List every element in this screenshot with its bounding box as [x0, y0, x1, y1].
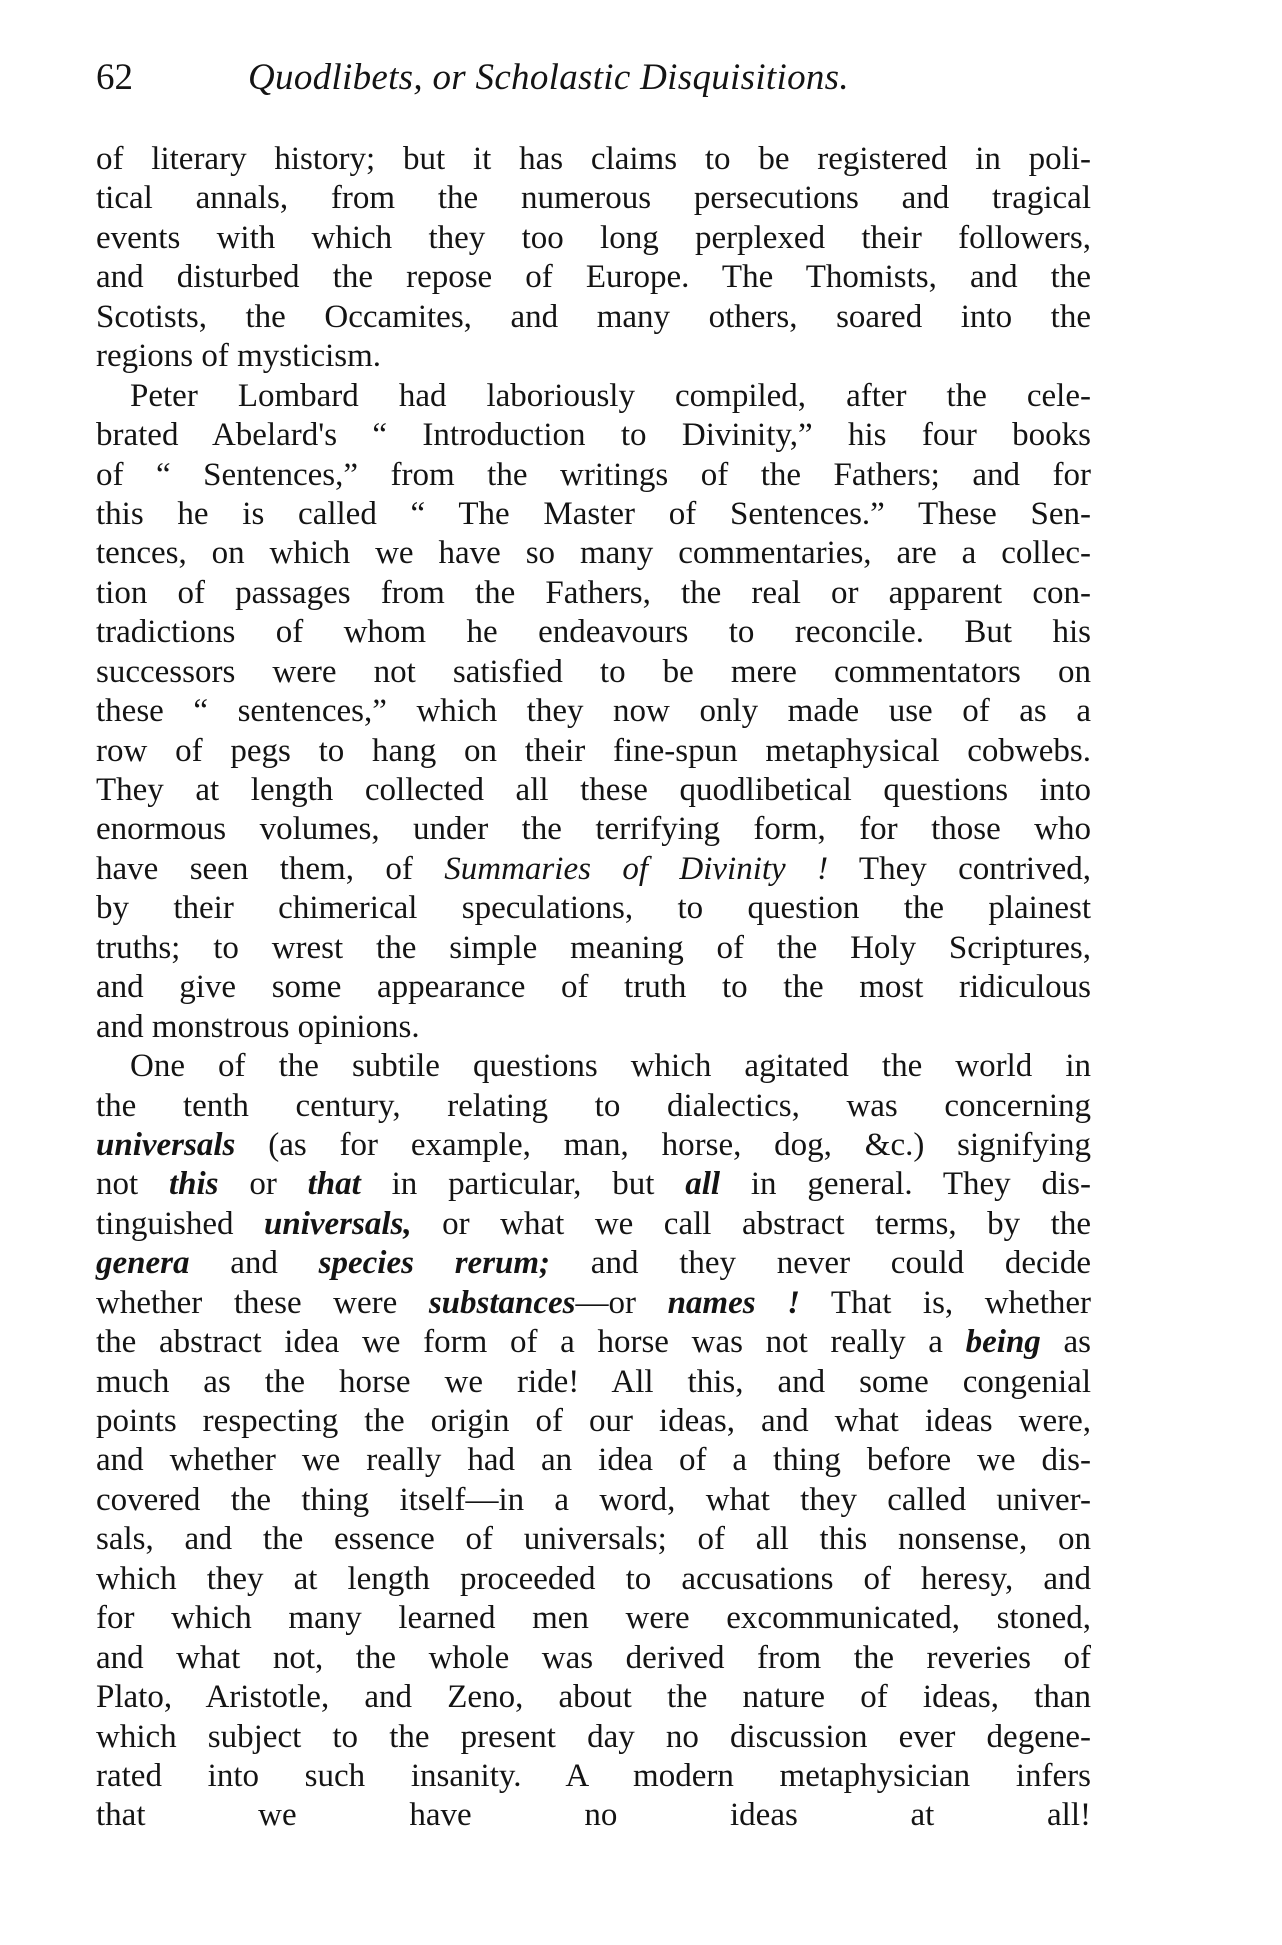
text-line: tences, on which we have so many commentaries, are a collec- [96, 535, 1091, 572]
text-run: not [96, 1166, 169, 1203]
text-line: sals, and the essence of universals; of all this nonsense, on [96, 1521, 1091, 1558]
text-run: have seen them, of [96, 850, 445, 887]
text-run: or what we call abstract terms, by the [411, 1205, 1091, 1242]
page-number: 62 [96, 57, 133, 98]
text-run: They contrived, [828, 850, 1091, 887]
text-line: They at length collected all these quodlibetical questions into [96, 772, 1091, 808]
text-line-final [96, 1836, 1091, 1875]
text-run: or [218, 1166, 308, 1203]
italic-term: that [307, 1166, 361, 1203]
text-line: Plato, Aristotle, and Zeno, about the nature of ideas, than [96, 1679, 1091, 1716]
italic-term: all [685, 1166, 721, 1203]
text-run: tinguished [96, 1205, 265, 1242]
text-line: this he is called “ The Master of Sentences.” These Sen- [96, 495, 1091, 532]
text-line: and monstrous opinions. [96, 1008, 420, 1045]
text-line: truths; to wrest the simple meaning of the Holy Scriptures, [96, 929, 1091, 966]
text-line: and disturbed the repose of Europe. The Thomists, and the [96, 259, 1091, 296]
text-line: brated Abelard's “ Introduction to Divinity,” his four books [96, 417, 1091, 454]
text-run: That is, whether [799, 1284, 1092, 1321]
italic-term: substances [428, 1284, 576, 1321]
text-run: as [1040, 1324, 1091, 1361]
text-line [96, 1284, 1091, 1323]
text-line: which they at length proceeded to accusations of heresy, and [96, 1560, 1091, 1597]
text-line: the tenth century, relating to dialectics, was concerning [96, 1087, 1091, 1124]
text-line: of literary history; but it has claims to be registered in poli- [96, 141, 1091, 177]
text-line: tion of passages from the Fathers, the real or apparent con- [96, 574, 1091, 611]
text-line: by their chimerical speculations, to question the plainest [96, 890, 1091, 927]
text-line: covered the thing itself—in a word, what they called univer- [96, 1481, 1091, 1518]
text-line [96, 1244, 1091, 1283]
text-line: Peter Lombard had laboriously compiled, after the cele- [130, 377, 1091, 414]
text-line [96, 1165, 1091, 1204]
text-line: row of pegs to hang on their fine-spun metaphysical cobwebs. [96, 732, 1091, 769]
text-run: the abstract idea we form of a horse was not really a [96, 1324, 966, 1361]
text-line: that we have no ideas at all! [96, 1797, 1091, 1834]
text-line: tical annals, from the numerous persecutions and tragical [96, 180, 1091, 217]
book-page [96, 48, 1091, 1875]
italic-term: universals [96, 1126, 236, 1163]
text-line: and whether we really had an idea of a thing before we dis- [96, 1442, 1091, 1479]
text-line: successors were not satisfied to be mere commentators on [96, 653, 1091, 690]
text-run: in particular, but [360, 1166, 686, 1203]
italic-term: names ! [667, 1284, 800, 1321]
text-line: which subject to the present day no discussion ever degene- [96, 1718, 1091, 1755]
text-line: for which many learned men were excommunicated, stoned, [96, 1600, 1091, 1637]
text-line [96, 1205, 1091, 1244]
italic-term: being [965, 1324, 1041, 1361]
italic-term: genera [96, 1245, 190, 1282]
running-title: Quodlibets, or Scholastic Disquisitions. [248, 57, 849, 98]
text-run: in general. They dis- [720, 1166, 1091, 1203]
italic-term: species rerum; [318, 1245, 551, 1282]
text-line: points respecting the origin of our ideas, and what ideas were, [96, 1403, 1091, 1439]
text-line: Scotists, the Occamites, and many others, soared into the [96, 298, 1091, 335]
italic-title: Summaries of Divinity ! [444, 850, 829, 887]
text-line: tradictions of whom he endeavours to reconcile. But his [96, 614, 1091, 651]
text-run: —or [575, 1284, 668, 1321]
text-line [96, 850, 1091, 889]
italic-term: universals, [264, 1205, 412, 1242]
text-run: (as for example, man, horse, dog, &c.) signifying [235, 1126, 1091, 1163]
running-head [96, 48, 1091, 108]
text-line: of “ Sentences,” from the writings of the Fathers; and for [96, 456, 1091, 493]
text-line: One of the subtile questions which agitated the world in [130, 1048, 1091, 1085]
text-line [96, 1323, 1091, 1362]
text-line: rated into such insanity. A modern metaphysician infers [96, 1757, 1091, 1794]
text-line [96, 1126, 1091, 1165]
text-line: much as the horse we ride! All this, and some congenial [96, 1363, 1091, 1400]
text-line: events with which they too long perplexed their followers, [96, 219, 1091, 256]
text-run: and they never could decide [550, 1245, 1091, 1282]
text-run: whether these were [96, 1284, 429, 1321]
text-run: and [189, 1245, 319, 1282]
text-line: these “ sentences,” which they now only made use of as a [96, 693, 1091, 730]
text-line: regions of mysticism. [96, 338, 382, 375]
body-text [96, 140, 1091, 1875]
italic-term: this [168, 1166, 219, 1203]
text-line: and what not, the whole was derived from the reveries of [96, 1639, 1091, 1676]
text-line: enormous volumes, under the terrifying form, for those who [96, 811, 1091, 848]
text-line: and give some appearance of truth to the most ridiculous [96, 969, 1091, 1006]
